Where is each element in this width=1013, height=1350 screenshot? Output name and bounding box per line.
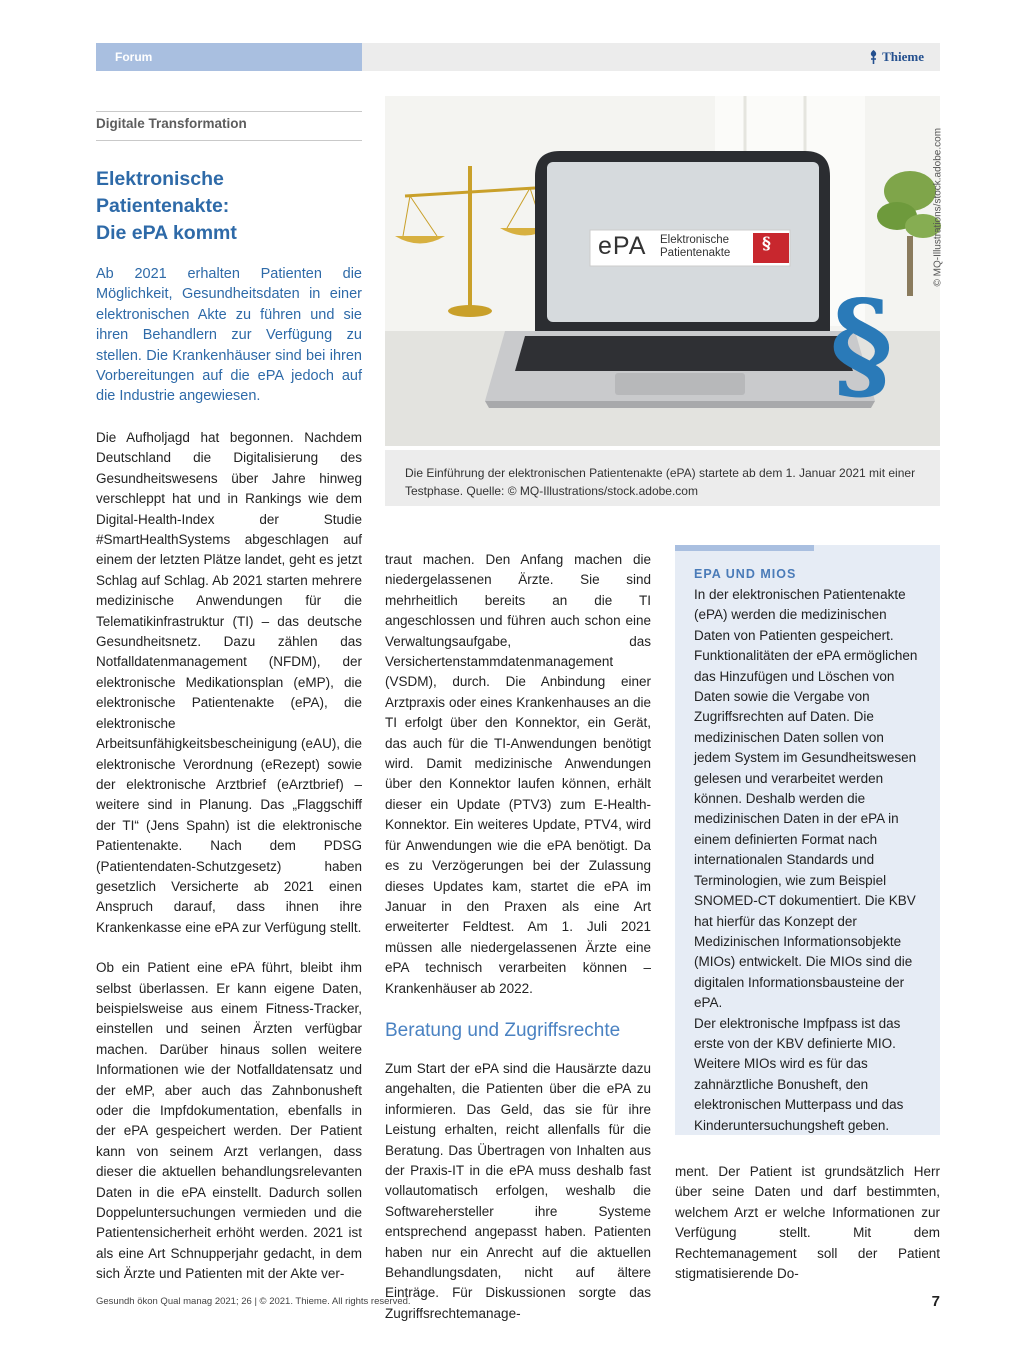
article-category: Digitale Transformation [96,116,247,131]
body-paragraph: Ob ein Patient eine ePA führt, bleibt ihm selbst überlassen. Er kann eigene Daten, beispielsweise aus einem Fitness-Tracker, einstellen und seinen Ärzten verfügbar machen. Darüber hinaus sollen weitere Informationen wie der Notfalldatensatz und der eMP, aber auch das Zahnbonusheft oder die Impfdokumentation, ebenfalls in der ePA gespeichert werden. Der Patient kann von seinem Arzt verlangen, dass dieser die aktuellen behandlungsrelevanten Daten in die ePA einstellt. Dadurch sollen Doppeluntersuchungen vermieden und die Patientensicherheit erhöht werden. 2021 ist als eine Art Schnupperjahr gedacht, in dem sich Ärzte und Patienten mit der Akte ver- [96,960,362,1282]
laptop-illustration [385,96,940,446]
footer-citation: Gesundh ökon Qual manag 2021; 26 | © 2021. Thieme. All rights reserved. [96,1296,411,1307]
screen-subtitle [660,234,730,260]
info-box-paragraph: Der elektronische Impfpass ist das erste von der KBV definierte MIO. Weitere MIOs wird es für das zahnärztliche Bonusheft, den elektronischen Mutterpass und das Kinderuntersuchungsheft geben. [694,1015,904,1133]
figure-caption: Die Einführung der elektronischen Patientenakte (ePA) startete ab dem 1. Januar 2021 mit einer Testphase. Quelle: © MQ-Illustrations/stock.adobe.com [385,450,940,506]
body-paragraph: Zum Start der ePA sind die Hausärzte dazu angehalten, die Patienten über die ePA zu informieren. Das Geld, das sie für ihre Leistung erhalten, reicht allenfalls für die Beratung. Das Übertragen von Inhalten aus der Praxis-IT in die ePA muss deshalb fast vollautomatisch erfolgen, weshalb die Softwarehersteller ihre Systeme entsprechend angepasst haben. Patienten haben nur ein Anrecht auf die aktuellen Behandlungsdaten, nicht auf ältere Einträge. Für Diskussionen sorgte das Zugriffsrechtemanage- [385,1060,651,1321]
screen-paragraph-icon: § [762,234,771,254]
page-number: 7 [931,1293,940,1310]
section-label: Forum [96,43,362,71]
screen-line: Patientenakte [660,247,731,259]
info-box-tab [675,545,814,551]
info-box-paragraph: In der elektronischen Patientenakte (ePA) werden die medizinischen Daten von Patienten gespeichert. Funktionalitäten der ePA ermöglichen das Hinzufügen und Löschen von Daten sowie die Vergabe von Zugriffsrechten auf Daten. Die medizinischen Daten sollen von jedem System im Gesundheitswesen gelesen und verarbeitet werden können. Deshalb werden die medizinischen Daten in der ePA in einem definierten Format nach internationalen Standards und Terminologien, wie zum Beispiel SNOMED-CT dokumentiert. Die KBV hat hierfür das Konzept der Medizinischen Informationsobjekte (MIOs) entwickelt. Die MIOs sind die digitalen Informationsbausteine der ePA. [694,587,918,1011]
article-figure [385,96,944,446]
screen-epa-text: ePA [598,232,647,260]
category-rule-top [96,111,362,112]
category-rule-bottom [96,140,362,141]
image-credit: © MQ-Illustrations/stock.adobe.com [932,127,944,287]
body-column-3 [675,1162,940,1304]
info-box-heading: EPA UND MIOS [694,567,797,581]
page-header [96,43,940,71]
body-column-2 [385,550,651,1344]
publisher-logo [869,43,924,71]
body-paragraph: Die Aufholjagd hat begonnen. Nachdem Deutschland die Digitalisierung des Gesundheitswesens über Jahre hinweg verschleppt hat und in Rankings wie dem Digital-Health-Index der Studie #SmartHealthSystems abgeschlagen auf einem der letzten Plätze landet, geht es jetzt Schlag auf Schlag. Ab 2021 starten mehrere medizinische Anwendungen für die Telematikinfrastruktur (TI) – das deutsche Gesundheitsnetz. Dazu zählen das Notfalldatenmanagement (NFDM), der elektronische Medikationsplan (eMP), die elektronische Patientenakte (ePA), die elektronische Arbeitsunfähigkeitsbescheinigung (eAU), die elektronische Verordnung (eRezept) sowie der elektronische Arztbrief (eArztbrief) – weitere sind in Planung. Das „Flaggschiff der TI“ (Jens Spahn) ist die elektronische Patientenakte. Nach dem PDSG (Patientendaten-Schutzgesetz) haben gesetzlich Versicherte ab 2021 einen Anspruch darauf, dass ihnen ihre Krankenkasse eine ePA zur Verfügung stellt. [96,430,362,935]
info-box [675,545,940,1135]
body-column-1 [96,428,362,1305]
thieme-logo-icon [869,51,878,64]
title-line: Patientenakte: [96,195,230,217]
article-lead: Ab 2021 erhalten Patienten die Möglichkeit, Gesundheitsdaten in einer elektronischen Akte zu führen und sie ihren Behandlern zur Verfügung zu stellen. Die Krankenhäuser sind bei ihren Vorbereitungen auf die ePA jedoch auf die Industrie angewiesen. [96,266,362,405]
body-paragraph: traut machen. Den Anfang machen die niedergelassenen Ärzte. Sie sind mehrheitlich bereits an die TI angeschlossen und führen auch schon eine Verwaltungsaufgabe, das Versichertenstammdatenmanagement (VSDM), durch. Die Anbindung einer Arztpraxis oder eines Krankenhauses an die TI erfolgt über den Konnektor, ein Gerät, das auch für die TI-Anwendungen benötigt wird. Damit medizinische Anwendungen über den Konnektor laufen können, erhält dieser ein Update (PTV3) zum E-Health-Konnektor. Ein weiteres Update, PTV4, wird für Anwendungen wie die ePA benötigt. Da es zu Verzögerungen bei der Zulassung dieses Updates kam, startet die ePA im Januar in den Praxen als eine Art erweiterter Feldtest. Am 1. Juli 2021 müssen alle niedergelassenen Ärzte eine ePA technisch verarbeiten können – Krankenhäuser ab 2022. [385,552,651,996]
section-subheading: Beratung und Zugriffsrechte [385,1019,621,1041]
article-title [96,166,362,247]
body-paragraph: ment. Der Patient ist grundsätzlich Herr über seine Daten und darf bestimmten, welchem Arzt er welche Informationen zur Verfügung stellt. Mit dem Rechtemanagement soll der Patient stigmatisierende Do- [675,1164,940,1282]
publisher-name: Thieme [882,49,924,64]
title-line: Die ePA kommt [96,222,237,244]
title-line: Elektronische [96,168,224,190]
paragraph-symbol-3d: § [830,274,893,415]
info-box-body [694,585,921,1136]
screen-line: Elektronische [660,234,730,246]
